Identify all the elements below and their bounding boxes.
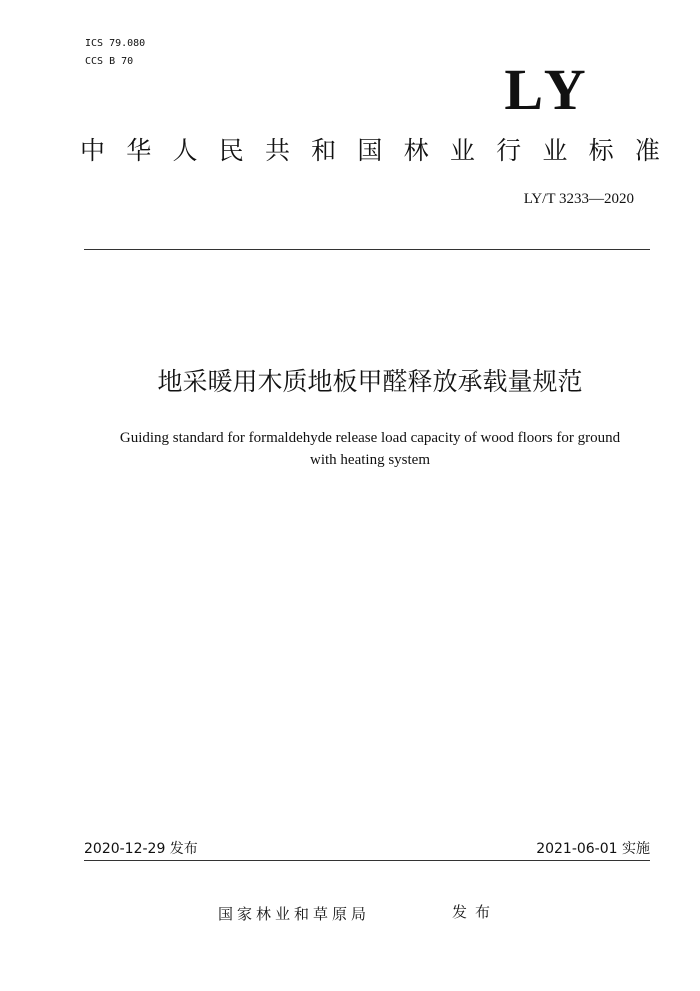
standard-type-char: 和 [311, 136, 337, 165]
standard-type-char: 共 [264, 136, 290, 165]
standard-type-char: 行 [496, 136, 522, 165]
standard-type-char: 中 [80, 136, 106, 165]
classification-codes [85, 35, 145, 71]
issue-date: 2020-12-29 发布 [84, 841, 198, 857]
standard-type-char: 林 [403, 136, 429, 165]
ly-logo: LY [504, 57, 592, 122]
date-row [84, 840, 650, 858]
implementation-date: 2021-06-01 实施 [536, 841, 650, 857]
standard-type-heading [80, 133, 660, 169]
title-chinese: 地采暖用木质地板甲醛释放承载量规范 [157, 367, 583, 396]
title-english-line-1: Guiding standard for formaldehyde release load capacity of wood floors for ground [119, 430, 621, 446]
top-divider [84, 249, 650, 250]
standard-type-char: 标 [588, 136, 614, 165]
ics-code: ICS 79.080 [85, 38, 146, 49]
standard-number: LY/T 3233—2020 [523, 191, 634, 207]
standard-type-char: 国 [357, 136, 383, 165]
standard-type-char: 业 [449, 136, 475, 165]
bottom-divider [84, 860, 650, 861]
standard-type-char: 准 [634, 136, 660, 165]
title-english [60, 427, 680, 471]
issuing-authority: 国家林业和草原局 [218, 905, 371, 923]
title-english-line-2: with heating system [310, 452, 430, 468]
ccs-code: CCS B 70 [85, 56, 134, 67]
standard-type-char: 民 [218, 136, 244, 165]
standard-type-char: 华 [126, 136, 152, 165]
standard-type-char: 业 [542, 136, 568, 165]
issued-label: 发布 [452, 903, 499, 921]
standard-type-char: 人 [172, 136, 198, 165]
